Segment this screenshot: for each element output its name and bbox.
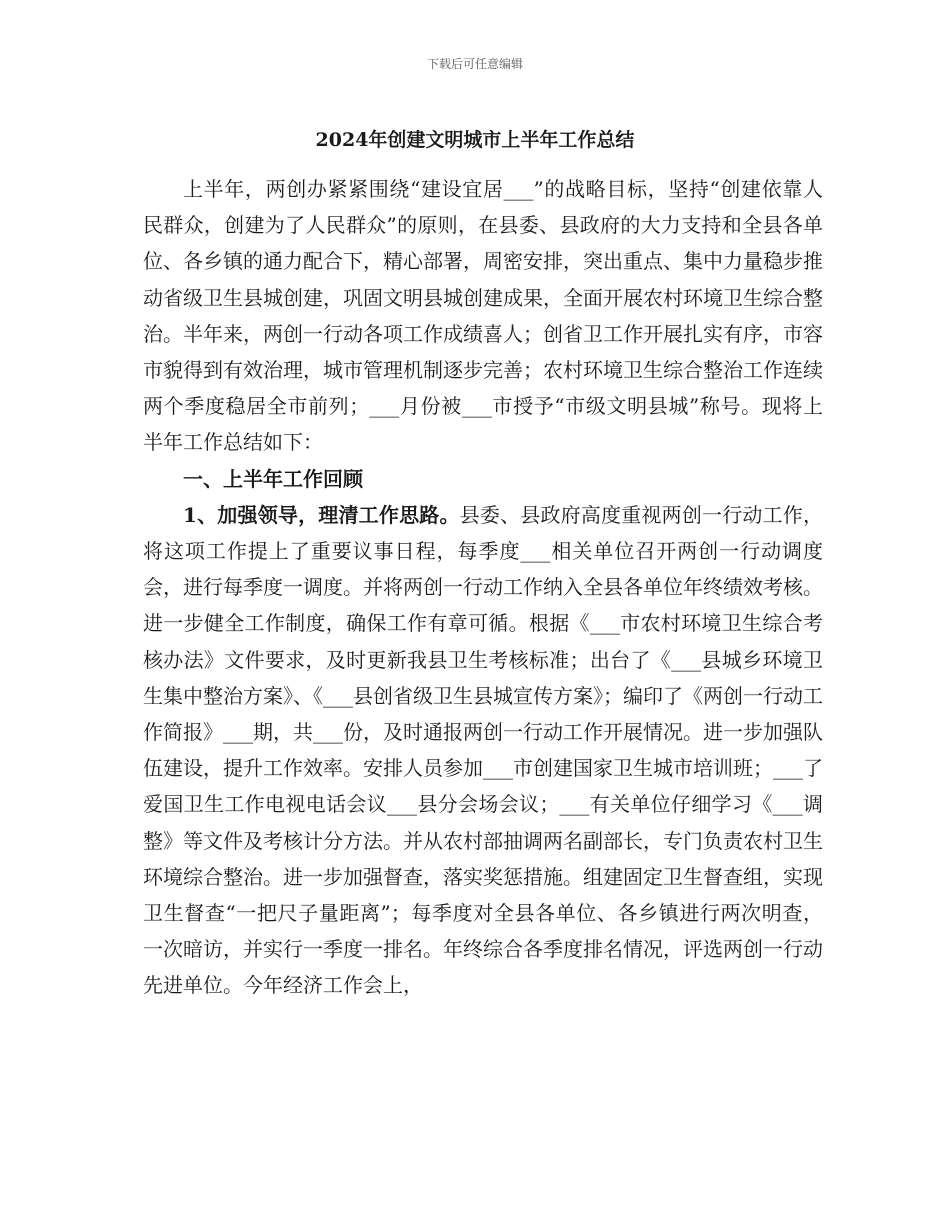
item-lead: 1、加强领导，理清工作思路。: [183, 502, 460, 527]
section-heading: 一、上半年工作回顾: [183, 466, 363, 491]
item-paragraph: [143, 497, 823, 1004]
document-body: [143, 171, 823, 1004]
header-note: 下载后可任意编辑: [426, 57, 523, 71]
item-body: 县委、县政府高度重视两创一行动工作，将这项工作提上了重要议事日程，每季度___相关单位召开两创一行动调度会，进行每季度一调度。并将两创一行动工作纳入全县各单位年终绩效考核。进一步健全工作制度，确保工作有章可循。根据《___市农村环境卫生综合考核办法》文件要求，及时更新我县卫生考核标准；出台了《___县城乡环境卫生集中整治方案》、《___县创省级卫生县城宣传方案》；编印了《两创一行动工作简报》___期，共___份，及时通报两创一行动工作开展情况。进一步加强队伍建设，提升工作效率。安排人员参加___市创建国家卫生城市培训班；___了爱国卫生工作电视电话会议___县分会场会议；___有关单位仔细学习《___调整》等文件及考核计分方法。并从农村部抽调两名副部长，专门负责农村卫生环境综合整治。进一步加强督查，落实奖惩措施。组建固定卫生督查组，实现卫生督查“一把尺子量距离”；每季度对全县各单位、各乡镇进行两次明查，一次暗访，并实行一季度一排名。年终综合各季度排名情况，评选两创一行动先进单位。今年经济工作会上，: [143, 502, 824, 998]
document-title: 2024年创建文明城市上半年工作总结: [315, 129, 635, 151]
intro-paragraph: 上半年，两创办紧紧围绕“建设宜居___”的战略目标，坚持“创建依靠人民群众，创建为了人民群众”的原则，在县委、县政府的大力支持和全县各单位、各乡镇的通力配合下，精心部署，周密安排，突出重点、集中力量稳步推动省级卫生县城创建，巩固文明县城创建成果，全面开展农村环境卫生综合整治。半年来，两创一行动各项工作成绩喜人；创省卫工作开展扎实有序，市容市貌得到有效治理，城市管理机制逐步完善；农村环境卫生综合整治工作连续两个季度稳居全市前列；___月份被___市授予“市级文明县城”称号。现将上半年工作总结如下：: [143, 177, 823, 455]
